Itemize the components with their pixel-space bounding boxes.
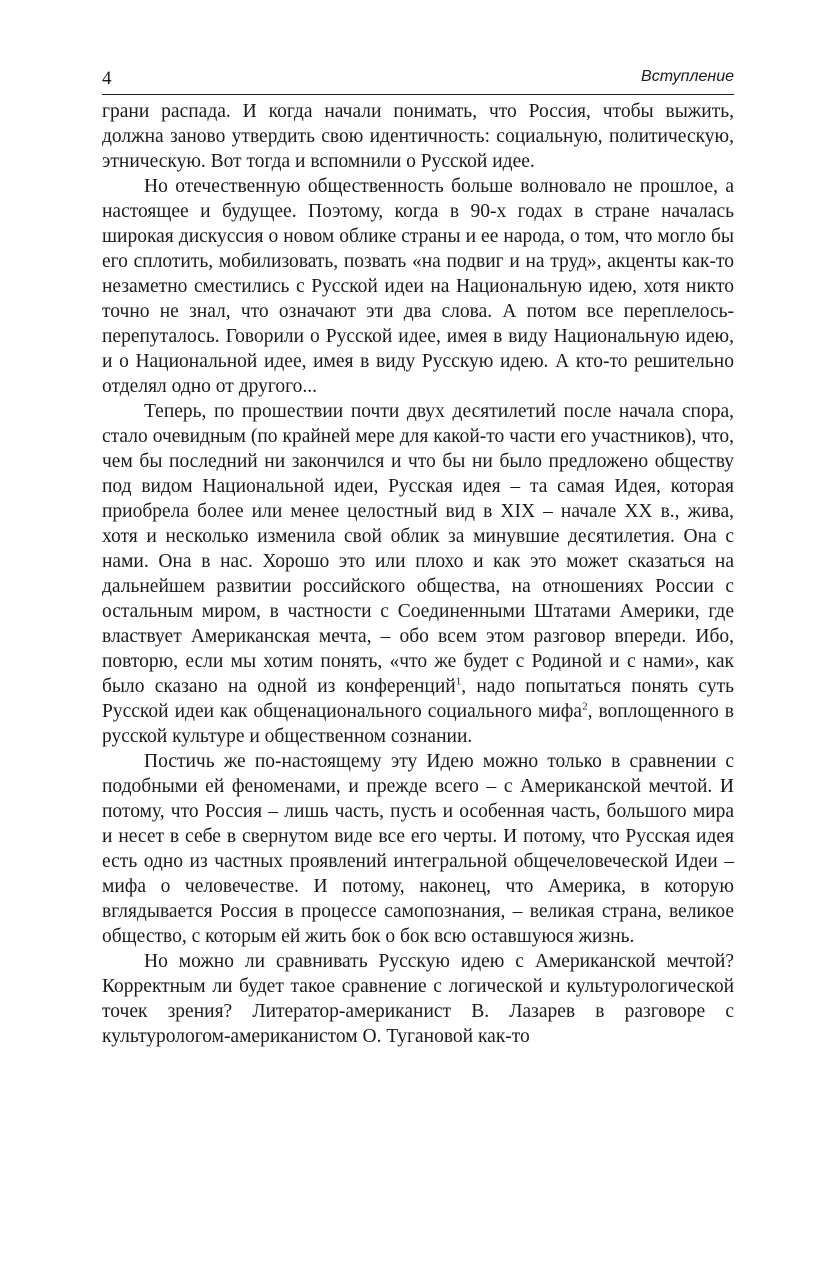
book-page: [102, 62, 734, 1049]
running-header: [102, 62, 734, 95]
section-title: Вступление: [641, 68, 734, 85]
footnote-ref-1[interactable]: 1: [455, 675, 462, 688]
body-text: [102, 99, 734, 1049]
paragraph: [102, 399, 734, 749]
paragraph-text: , надо попытаться понять суть Русской идеи как общенационального социального мифа: [102, 676, 734, 722]
paragraph-continuation: грани распада. И когда начали понимать, что Россия, чтобы выжить, должна заново утвердить свою идентичность: социальную, политическую, этническую. Вот тогда и вспомнили о Русской идее.: [102, 101, 734, 172]
paragraph: Но отечественную общественность больше волновало не прошлое, а настоящее и будущее. Поэтому, когда в 90-х годах в стране началась широкая дискуссия о новом облике страны и ее народа, о том, что могло бы его сплотить, мобилизовать, позвать «на подвиг и на труд», акценты как-то незаметно сместились с Русской идеи на Национальную идею, хотя никто точно не знал, что означают эти два слова. А потом все переплелось-перепуталось. Говорили о Русской идее, имея в виду Национальную идею, и о Национальной идее, имея в виду Русскую идею. А кто-то решительно отделял одно от другого...: [102, 176, 734, 397]
paragraph-text: , воплощенного в русской культуре и общественном сознании.: [102, 701, 734, 747]
footnote-ref-2[interactable]: 2: [582, 700, 588, 713]
paragraph: Но можно ли сравнивать Русскую идею с Американской мечтой? Корректным ли будет такое сравнение с логической и культурологической точек зрения? Литератор-американист В. Лазарев в разговоре с культурологом-американистом О. Тугановой как-то: [102, 951, 734, 1047]
paragraph: Постичь же по-настоящему эту Идею можно только в сравнении с подобными ей феноменами, и прежде всего – с Американской мечтой. И потому, что Россия – лишь часть, пусть и особенная часть, большого мира и несет в себе в свернутом виде все его черты. И потому, что Русская идея есть одно из частных проявлений интегральной общечеловеческой Идеи – мифа о человечестве. И потому, наконец, что Америка, в которую вглядывается Россия в процессе самопознания, – великая страна, великое общество, с которым ей жить бок о бок всю оставшуюся жизнь.: [102, 751, 734, 947]
page-number: 4: [102, 68, 112, 89]
paragraph-text: Теперь, по прошествии почти двух десятилетий после начала спора, стало очевидным (по крайней мере для какой-то части его участников), что, чем бы последний ни закончился и что бы ни было предложено обществу под видом Национальной идеи, Русская идея – та самая Идея, которая приобрела более или менее целостный вид в XIX – начале XX в., жива, хотя и несколько изменила свой облик за минувшие десятилетия. Она с нами. Она в нас. Хорошо это или плохо и как это может сказаться на дальнейшем развитии российского общества, на отношениях России с остальным миром, в частности с Соединенными Штатами Америки, где властвует Американская мечта, – обо всем этом разговор впереди. Ибо, повторю, если мы хотим понять, «что же будет с Родиной и с нами», как было сказано на одной из конференций: [102, 401, 734, 697]
